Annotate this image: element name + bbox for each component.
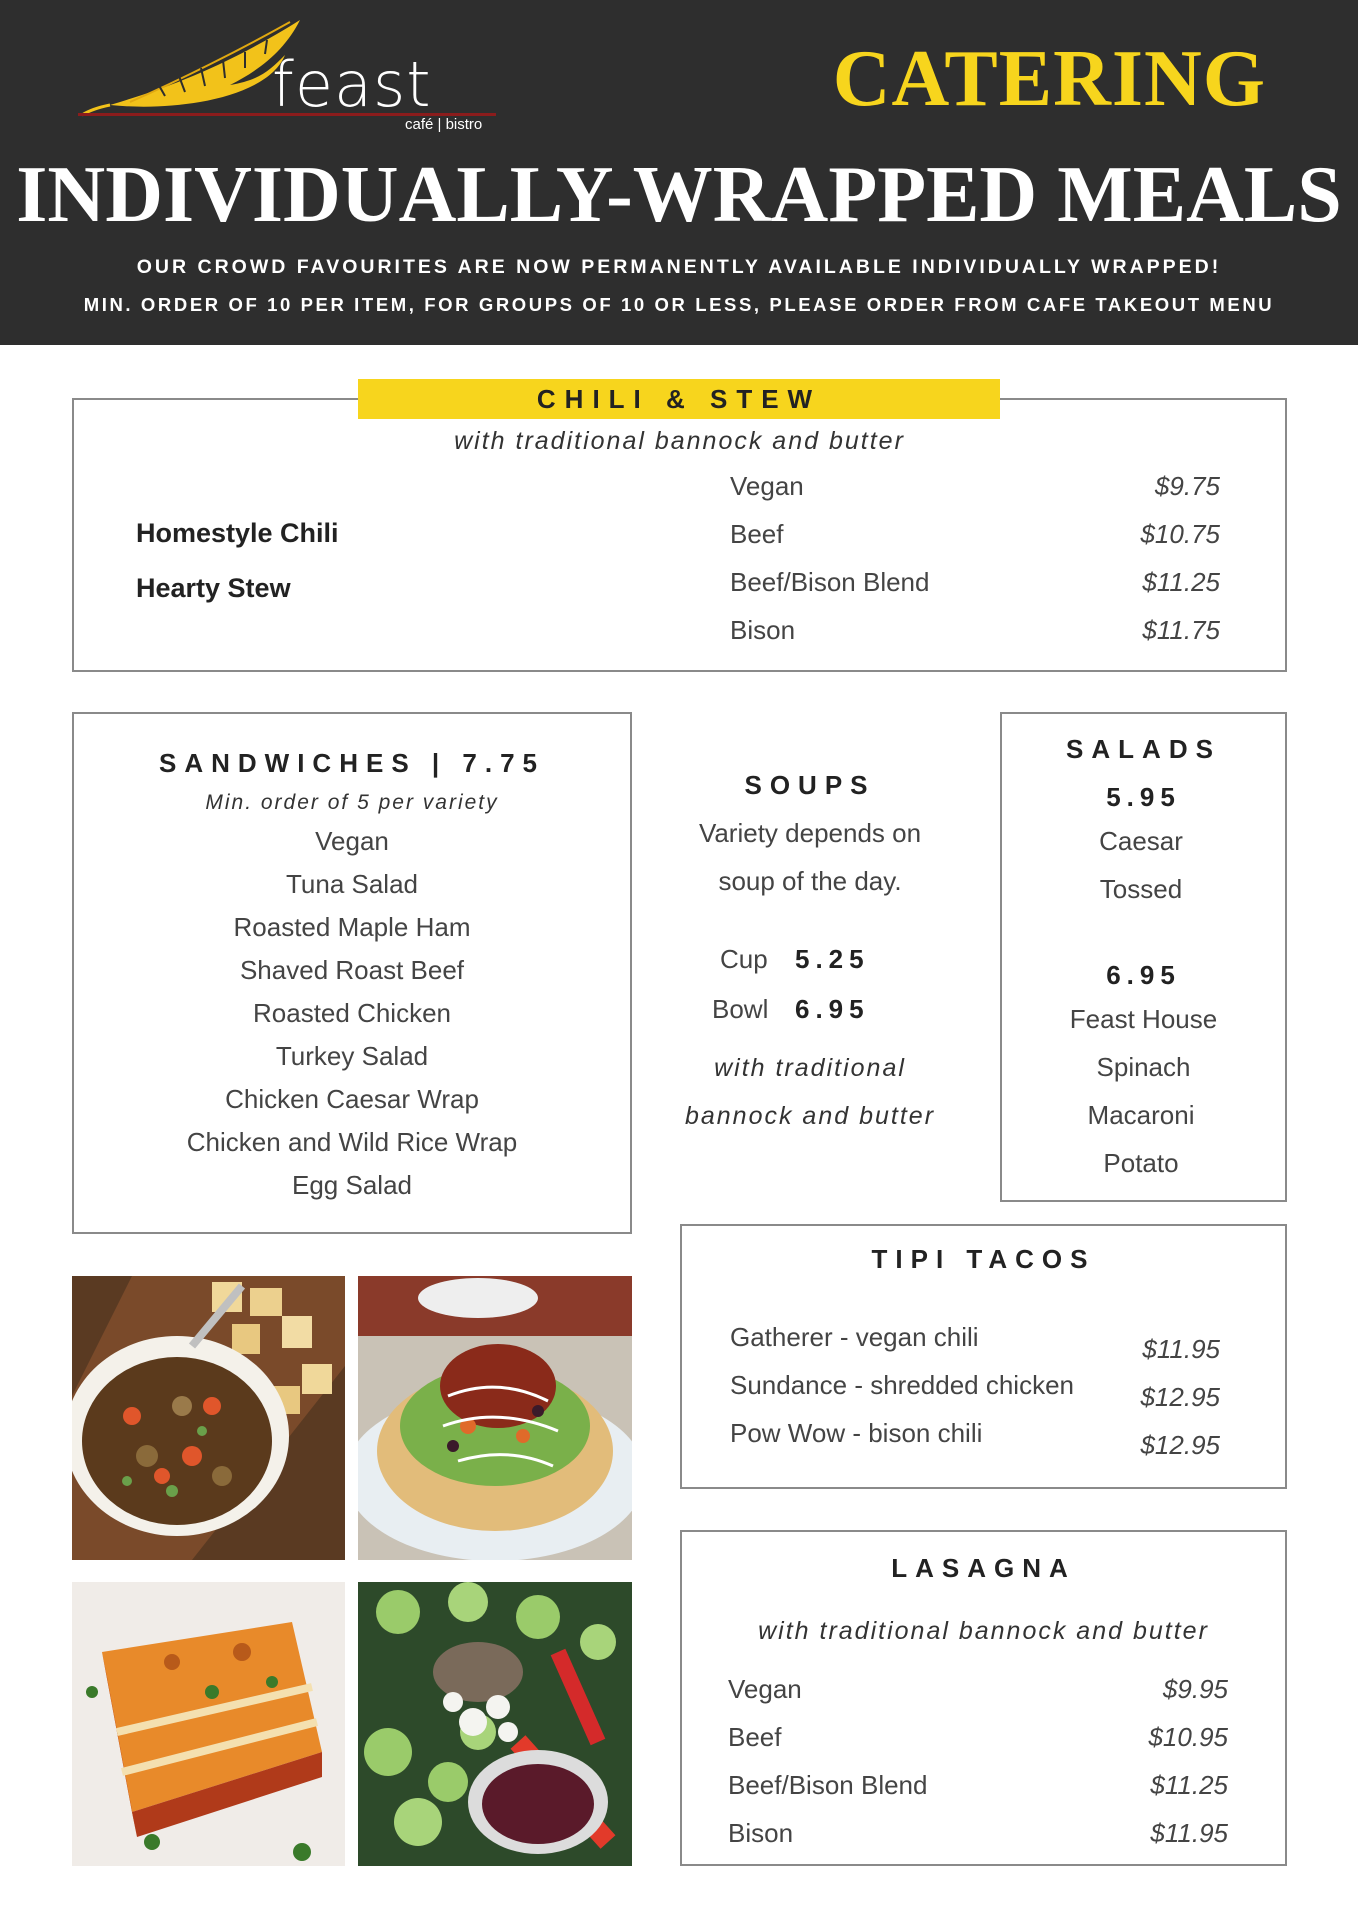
salad-item: Macaroni [1087,1100,1195,1130]
salad-item: Tossed [1099,874,1183,904]
lasagna-option-label: Beef [728,1722,782,1752]
chili-option-price: $10.75 [1140,519,1220,549]
lasagna-note: with traditional bannock and butter [758,1617,1209,1645]
salad-group-price: 6.95 [1106,960,1181,990]
sandwiches-title: SANDWICHES | 7.75 [159,748,545,778]
sandwich-item: Shaved Roast Beef [239,955,465,985]
soup-size-label: Cup [720,944,768,974]
lasagna-option-label: Vegan [728,1674,802,1704]
lasagna-option-label: Bison [728,1818,794,1848]
sandwich-item: Chicken and Wild Rice Wrap [186,1127,518,1157]
sandwich-item: Egg Salad [292,1170,412,1200]
taco-item-label: Pow Wow - bison chili [730,1418,983,1448]
lasagna-option-label: Beef/Bison Blend [728,1770,928,1800]
logo-tagline: café | bistro [405,116,483,133]
soups-note: with traditional [714,1054,906,1082]
sandwich-item: Turkey Salad [275,1041,429,1071]
taco-item-price: $12.95 [1140,1430,1220,1460]
lasagna-title: LASAGNA [891,1553,1076,1583]
chili-option-label: Beef [730,519,784,549]
subtitle-line-1: OUR CROWD FAVOURITES ARE NOW PERMANENTLY AVAILABLE INDIVIDUALLY WRAPPED! [136,256,1222,278]
salad-group-price: 5.95 [1106,782,1181,812]
sandwich-item: Chicken Caesar Wrap [225,1084,479,1114]
lasagna-option-price: $11.25 [1150,1770,1228,1800]
chili-option-price: $9.75 [1154,471,1220,501]
salad-item: Spinach [1096,1052,1191,1082]
catering-heading: CATERING [832,35,1266,123]
sandwich-item: Roasted Maple Ham [233,912,471,942]
tipi-tacos-title: TIPI TACOS [871,1244,1096,1274]
taco-item-price: $12.95 [1140,1382,1220,1412]
salad-item: Feast House [1069,1004,1218,1034]
stew-photo [72,1276,345,1560]
lasagna-option-price: $11.95 [1150,1818,1228,1848]
soups-description: soup of the day. [718,866,902,896]
soup-size-label: Bowl [712,994,769,1024]
salads-title: SALADS [1066,734,1221,764]
chili-stew-title: CHILI & STEW [536,384,822,414]
page-title: INDIVIDUALLY-WRAPPED MEALS [16,151,1342,239]
subtitle-line-2: MIN. ORDER OF 10 PER ITEM, FOR GROUPS OF 10 OR LESS, PLEASE ORDER FROM CAFE TAKEOUT MENU [83,294,1275,315]
lasagna-option-price: $10.95 [1148,1722,1228,1752]
sandwich-item: Vegan [315,826,389,856]
taco-item-label: Sundance - shredded chicken [730,1370,1075,1400]
soup-size-price: 5.25 [795,944,870,974]
sandwiches-note: Min. order of 5 per variety [205,791,499,814]
chili-stew-note: with traditional bannock and butter [454,427,905,455]
chili-option-price: $11.25 [1142,567,1220,597]
chili-option-label: Beef/Bison Blend [730,567,930,597]
soups-title: SOUPS [744,770,876,800]
chili-option-label: Vegan [730,471,804,501]
soups-note: bannock and butter [684,1102,936,1130]
sandwich-item: Tuna Salad [285,869,419,899]
sandwich-item: Roasted Chicken [253,998,451,1028]
logo-wordmark: feast [272,48,432,121]
taco-photo [358,1276,632,1560]
taco-item-price: $11.95 [1142,1334,1220,1364]
salad-item: Potato [1103,1148,1179,1178]
soups-description: Variety depends on [698,818,922,848]
chili-stew-name: Homestyle Chili [136,518,339,548]
taco-item-label: Gatherer - vegan chili [730,1322,979,1352]
chili-option-label: Bison [730,615,796,645]
salad-item: Caesar [1099,826,1183,856]
chili-stew-name: Hearty Stew [136,573,291,603]
lasagna-option-price: $9.95 [1162,1674,1228,1704]
chili-option-price: $11.75 [1142,615,1220,645]
soup-size-price: 6.95 [795,994,870,1024]
salad-photo [358,1582,632,1866]
lasagna-photo [72,1582,345,1866]
